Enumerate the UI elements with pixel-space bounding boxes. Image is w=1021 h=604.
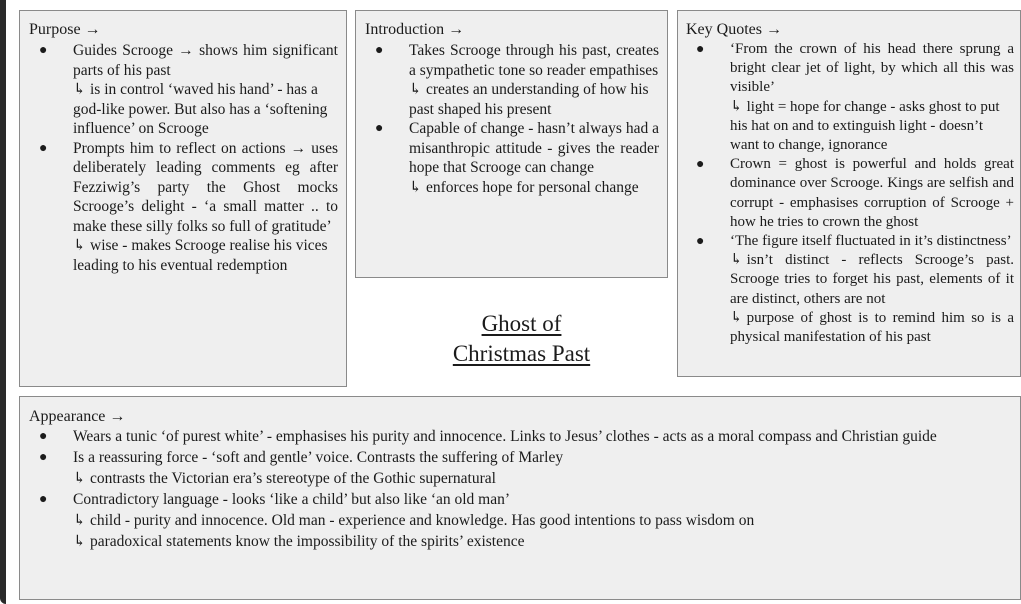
key-quote-subpoint	[730, 251, 1014, 309]
key-quote-subpoint	[730, 98, 1014, 156]
sub-arrow-icon: ↳	[730, 309, 743, 326]
bullet-icon: ●	[375, 43, 384, 58]
key-quote-item	[686, 40, 1014, 155]
appearance-subpoint-text: contrasts the Victorian era’s stereotype of the Gothic supernatural	[90, 470, 496, 487]
appearance-item-text: Contradictory language - looks ‘like a child’ but also like ‘an old man’	[73, 491, 511, 508]
bullet-icon: ●	[696, 234, 705, 250]
introduction-list	[365, 41, 659, 197]
introduction-item-text: Takes Scrooge through his past, creates a sympathetic tone so reader empathises	[409, 42, 659, 79]
sub-arrow-icon: ↳	[409, 81, 422, 98]
introduction-subpoint-text: enforces hope for personal change	[426, 178, 639, 196]
purpose-item-text: Guides Scrooge → shows him significant parts of his past	[73, 42, 338, 79]
purpose-list	[29, 41, 338, 275]
appearance-subpoint-text: child - purity and innocence. Old man - experience and knowledge. Has good intentions to pass wisdom on	[90, 512, 755, 529]
introduction-item	[365, 41, 659, 119]
key-quote-subpoint-text: light = hope for change - asks ghost to put his hat on and to extinguish light - doesn’t want to change, ignorance	[730, 98, 1000, 154]
sub-arrow-icon: ↳	[73, 512, 86, 529]
purpose-subpoint-text: is in control ‘waved his hand’ - has a god-like power. But also has a ‘softening influence’ on Scrooge	[73, 81, 328, 137]
key-quotes-list	[686, 40, 1014, 347]
appearance-item-subpoint	[73, 531, 1012, 552]
key-quote-text: ‘The figure itself fluctuated in it’s distinctness’	[730, 233, 1012, 250]
appearance-list	[29, 426, 1012, 552]
key-quotes-heading: Key Quotes →	[686, 21, 782, 38]
key-quote-text: Crown = ghost is powerful and holds great dominance over Scrooge. Kings are selfish and corrupt - emphasises corruption of Scrooge + how he tries to crown the ghost	[730, 156, 1014, 230]
sub-arrow-icon: ↳	[73, 237, 86, 254]
appearance-subpoint-text: paradoxical statements know the impossibility of the spirits’ existence	[90, 533, 525, 550]
key-quote-subpoint-text: isn’t distinct - reflects Scrooge’s past. Scrooge tries to forget his past, elements of it are distinct, others are not	[730, 252, 1014, 307]
appearance-item-subpoint	[73, 468, 1012, 489]
appearance-item	[29, 426, 1012, 447]
bullet-icon: ●	[39, 43, 48, 58]
appearance-item-text: Wears a tunic ‘of purest white’ - emphasises his purity and innocence. Links to Jesus’ clothes - acts as a moral compass and Christian guide	[73, 428, 937, 445]
purpose-item	[29, 139, 338, 276]
key-quote-subpoint	[730, 309, 1014, 347]
appearance-item-subpoint	[73, 510, 1012, 531]
bullet-icon: ●	[39, 450, 48, 465]
purpose-item-text: Prompts him to reflect on actions → uses deliberately leading comments eg after Fezziwig’s party the Ghost mocks Scrooge’s delight - ‘a small matter .. to make these silly folks so full of gratitude’	[73, 139, 338, 235]
purpose-subpoint-text: wise - makes Scrooge realise his vices leading to his eventual redemption	[73, 237, 328, 274]
introduction-item-subpoint	[409, 80, 659, 119]
key-quote-item	[686, 232, 1014, 347]
appearance-item	[29, 447, 1012, 489]
sub-arrow-icon: ↳	[73, 81, 86, 98]
purpose-box	[19, 10, 347, 387]
sub-arrow-icon: ↳	[730, 98, 743, 115]
key-quote-subpoint-text: purpose of ghost is to remind him so is a physical manifestation of his past	[730, 309, 1014, 346]
bullet-icon: ●	[39, 140, 48, 156]
title-line: Christmas Past	[452, 341, 591, 366]
introduction-subpoint-text: creates an understanding of how his past shaped his present	[409, 81, 649, 118]
sub-arrow-icon: ↳	[73, 533, 86, 550]
bullet-icon: ●	[696, 42, 705, 57]
sub-arrow-icon: ↳	[73, 470, 86, 487]
introduction-item-subpoint	[409, 178, 659, 198]
appearance-item	[29, 489, 1012, 552]
bullet-icon: ●	[375, 121, 384, 136]
appearance-heading: Appearance →	[29, 408, 126, 425]
key-quote-text: ‘From the crown of his head there sprung a bright clear jet of light, by which all this was visible’	[730, 41, 1014, 96]
window-edge	[0, 0, 6, 604]
introduction-box	[355, 10, 668, 278]
introduction-item-text: Capable of change - hasn’t always had a misanthropic attitude - gives the reader hope that Scrooge can change	[409, 120, 659, 176]
appearance-box	[19, 396, 1021, 600]
key-quotes-box	[677, 10, 1021, 377]
introduction-heading: Introduction →	[365, 21, 465, 38]
title-line: Ghost of	[481, 311, 562, 336]
purpose-item-subpoint	[73, 236, 338, 275]
bullet-icon: ●	[39, 429, 48, 444]
introduction-item	[365, 119, 659, 197]
bullet-icon: ●	[696, 157, 705, 173]
purpose-item-subpoint	[73, 80, 338, 139]
purpose-heading: Purpose →	[29, 21, 101, 38]
sub-arrow-icon: ↳	[730, 252, 743, 269]
purpose-item	[29, 41, 338, 139]
appearance-item-text: Is a reassuring force - ‘soft and gentle’ voice. Contrasts the suffering of Marley	[73, 449, 564, 466]
page-title	[420, 309, 623, 369]
sub-arrow-icon: ↳	[409, 178, 422, 196]
bullet-icon: ●	[39, 492, 48, 507]
key-quote-item	[686, 155, 1014, 232]
